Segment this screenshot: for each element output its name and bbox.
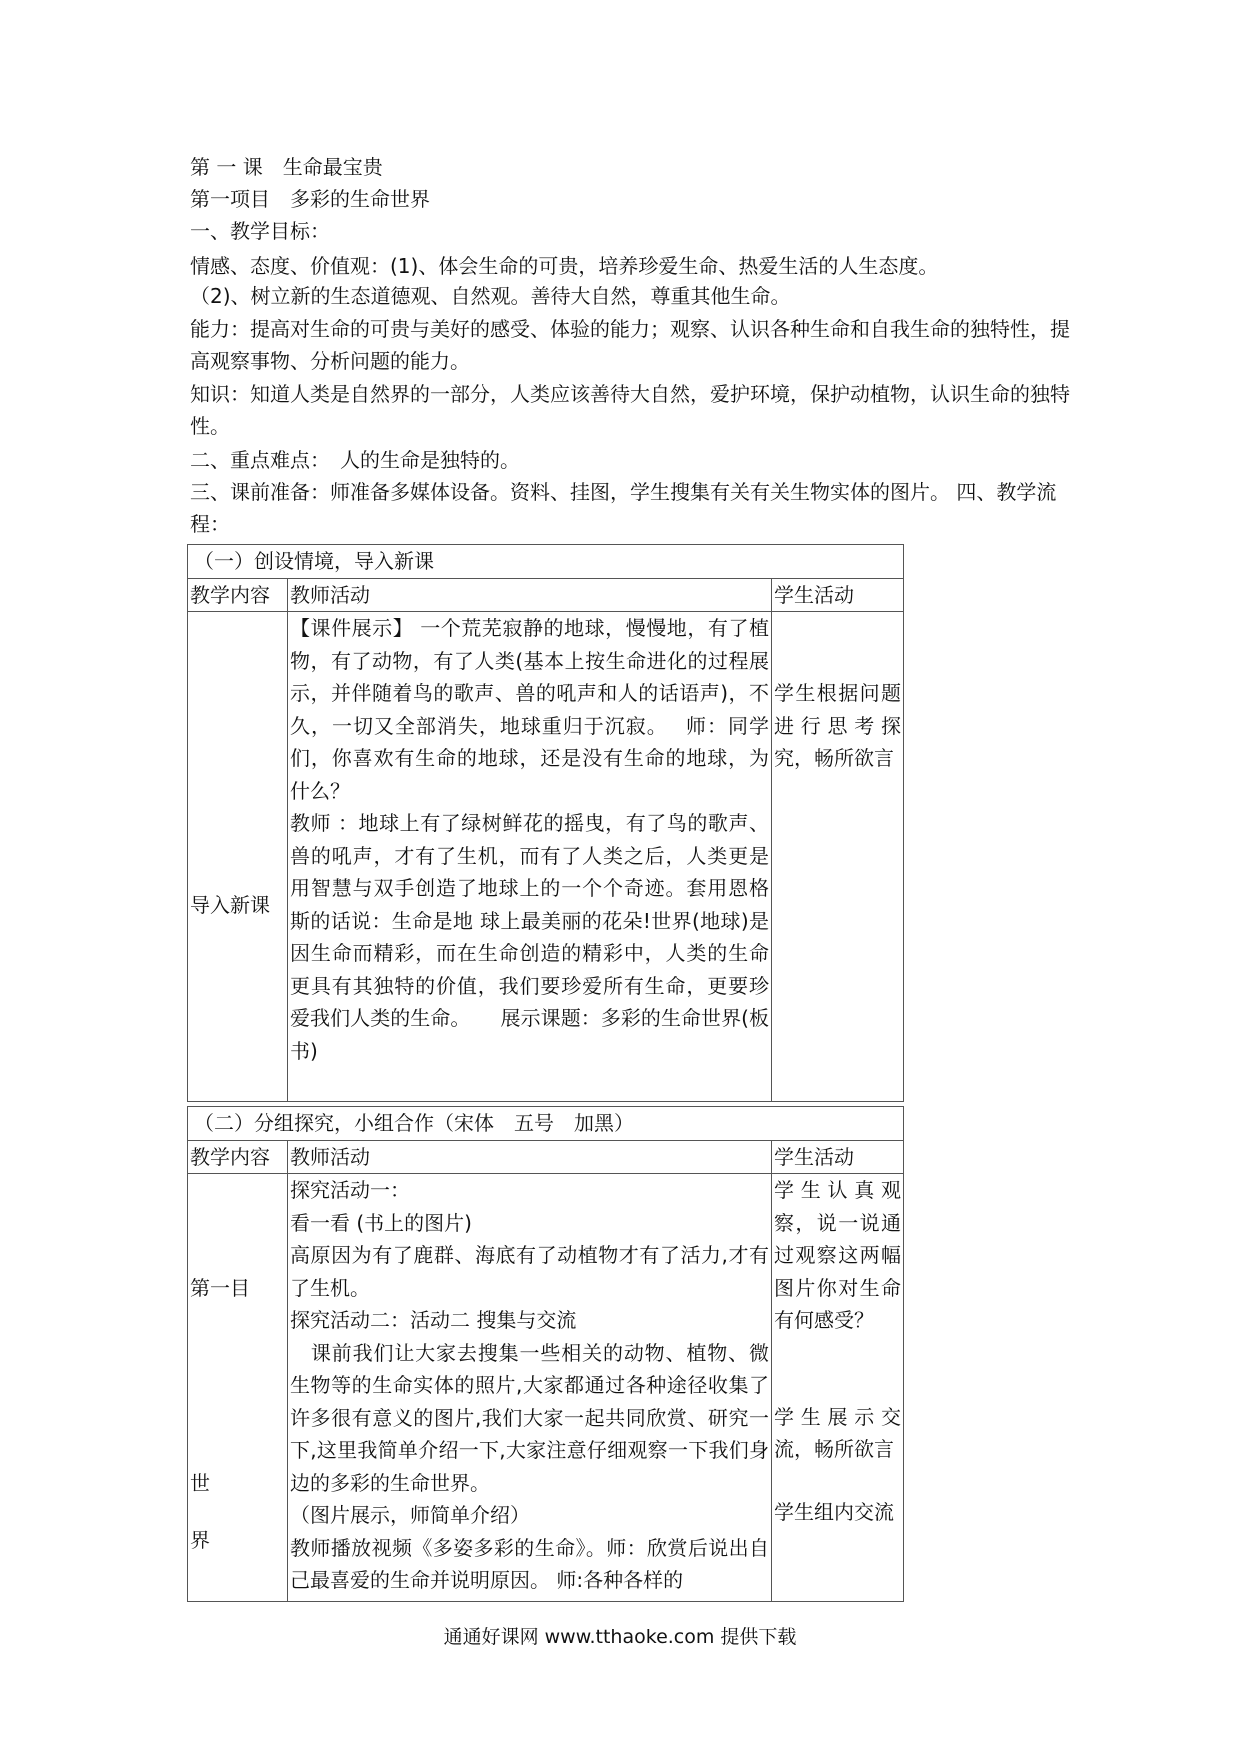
student-cell — [772, 1174, 904, 1602]
teacher-cell — [288, 612, 772, 1102]
content-cell: 导入新课 — [188, 612, 288, 1102]
lesson-title: 第 一 课 生命最宝贵 — [190, 155, 383, 179]
teacher-cell — [288, 1174, 772, 1602]
section-heading: （二）分组探究，小组合作（宋体 五号 加黑） — [188, 1107, 904, 1141]
teacher-activity-2: 教师 ：地球上有了绿树鲜花的摇曳，有了鸟的歌声、兽的吼声，才有了生机，而有了人类之后，人类更是用智慧与双手创造了地球上的一个个奇迹。套用恩格斯的话说：生命是地 球上最美丽的花朵!世界(地球)是因生命而精彩，而在生命创造的精彩中，人类的生命更具有其独特的价值，我们要珍爱所有生命，更要珍爱我们人类的生命。 展示课题：多彩的生命世界(板书) — [290, 811, 769, 1063]
teacher-activity: 教师播放视频《多姿多彩的生命》。师：欣赏后说出自己最喜爱的生命并说明原因。 师:各种各样的 — [290, 1535, 769, 1592]
header-student: 学生活动 — [772, 1140, 904, 1174]
content-item: 界 — [190, 1528, 210, 1552]
section-heading: （一）创设情境，导入新课 — [188, 545, 904, 579]
content-cell — [188, 1174, 288, 1602]
goal-emotion: 情感、态度、价值观：(1)、体会生命的可贵，培养珍爱生命、热爱生活的人生态度。 — [190, 254, 939, 278]
goal-emotion-2: （2)、树立新的生态道德观、自然观。善待大自然，尊重其他生命。 — [190, 284, 791, 308]
student-activity: 学生展示交流，畅所欲言 — [774, 1404, 902, 1461]
teacher-activity: 探究活动二：活动二 搜集与交流 — [290, 1308, 577, 1332]
teacher-activity-1: 【课件展示】 一个荒芜寂静的地球，慢慢地，有了植物，有了动物，有了人类(基本上按生命进化的过程展示，并伴随着鸟的歌声、兽的吼声和人的话语声)，不久，一切又全部消失，地球重归于沉寂。 师：同学们，你喜欢有生命的地球，还是没有生命的地球，为什么？ — [290, 616, 769, 803]
teacher-activity: （图片展示，师简单介绍） — [290, 1503, 530, 1527]
student-activity: 学生认真观察，说一说通过观察这两幅图片你对生命有何感受？ — [774, 1178, 902, 1332]
goal-knowledge: 知识：知道人类是自然界的一部分，人类应该善待大自然，爱护环境，保护动植物，认识生命的独特性。 — [190, 382, 1070, 438]
goal-ability: 能力：提高对生命的可贵与美好的感受、体验的能力；观察、认识各种生命和自我生命的独特性，提高观察事物、分析问题的能力。 — [190, 317, 1070, 373]
teacher-activity: 探究活动一： — [290, 1178, 410, 1202]
preparation: 三、课前准备：师准备多媒体设备。资料、挂图，学生搜集有关有关生物实体的图片。 四、教学流程： — [190, 480, 1057, 536]
teacher-activity: 高原因为有了鹿群、海底有了动植物才有了活力,才有了生机。 — [290, 1243, 769, 1300]
lesson-table-intro — [187, 544, 904, 1102]
header-content: 教学内容 — [188, 578, 288, 612]
content-item: 世 — [190, 1470, 210, 1495]
header-content: 教学内容 — [188, 1140, 288, 1174]
lesson-table-explore — [187, 1106, 904, 1602]
header-student: 学生活动 — [772, 578, 904, 612]
teacher-activity: 课前我们让大家去搜集一些相关的动物、植物、微生物等的生命实体的照片,大家都通过各种途径收集了许多很有意义的图片,我们大家一起共同欣赏、研究一下,这里我简单介绍一下,大家注意仔细观察一下我们身边的多彩的生命世界。 — [290, 1340, 769, 1495]
student-activity: 学生组内交流 — [774, 1499, 894, 1524]
content-item: 第一目 — [190, 1276, 250, 1300]
project-title: 第一项目 多彩的生命世界 — [190, 187, 430, 211]
goals-heading: 一、教学目标： — [190, 219, 330, 243]
teacher-activity: 看一看 (书上的图片) — [290, 1210, 472, 1235]
header-teacher: 教师活动 — [288, 578, 772, 612]
student-cell: 学生根据问题进行思考探究，畅所欲言 — [772, 612, 904, 1102]
key-points: 二、重点难点： 人的生命是独特的。 — [190, 448, 520, 472]
header-teacher: 教师活动 — [288, 1140, 772, 1174]
page-footer: 通通好课网 www.tthaoke.com 提供下载 — [443, 1626, 797, 1648]
